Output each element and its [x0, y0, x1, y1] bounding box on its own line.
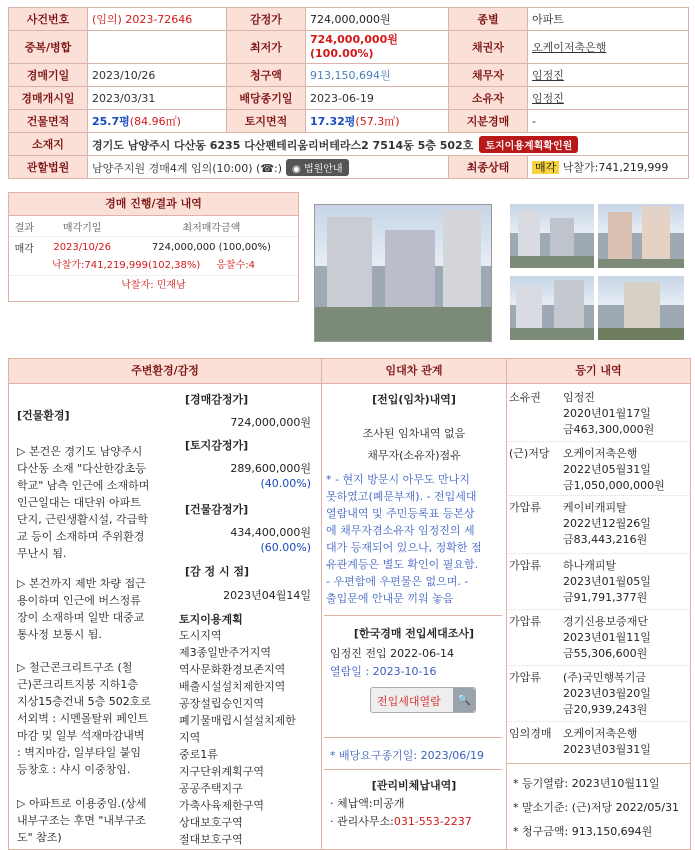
- lease-dividend: * 배당요구종기일: 2023/06/19: [330, 749, 484, 762]
- thumb-photo-2[interactable]: [598, 204, 684, 268]
- label-auction-date: 경매기일: [9, 64, 88, 87]
- registry-date: 2022년12월26일: [563, 517, 651, 530]
- plan-item: 배출시설설치제한지역: [179, 680, 286, 693]
- bldg-area: 25.7평(84.96㎡): [88, 110, 227, 133]
- progress-result: 매각: [9, 237, 40, 258]
- lease-note-line: 출입문에 안내문 끼워 놓음: [326, 592, 454, 605]
- label-owner: 소유자: [449, 87, 528, 110]
- env-text-line: ▷ 본건은 경기도 남양주시: [17, 445, 143, 458]
- phone-icon: (☎:): [256, 161, 283, 175]
- env-column: [9, 359, 321, 849]
- label-share: 지분경매: [449, 110, 528, 133]
- min-price: 724,000,000원 (100.00%): [306, 31, 449, 64]
- winner: 낙찰자: 민재남: [9, 275, 298, 296]
- main-photo[interactable]: [314, 204, 492, 342]
- case-info-table: [8, 7, 689, 179]
- env-title: 주변환경/감정: [9, 359, 321, 384]
- registry-amount: 금20,939,243원: [563, 703, 648, 716]
- bldg-pct: (60.00%): [260, 541, 311, 554]
- registry-name: 경기신용보증재단: [563, 615, 649, 628]
- point-label: [감 정 시 점]: [185, 565, 250, 578]
- registry-amount: 금1,050,000,000원: [563, 479, 665, 492]
- plan-item: 공공주택지구: [179, 782, 243, 795]
- land-value: 289,600,000원: [230, 462, 311, 475]
- lease-column: [322, 359, 506, 849]
- registry-amount: 금91,791,377원: [563, 591, 648, 604]
- lease-title: 임대차 관계: [322, 359, 506, 384]
- plan-item: 지역: [179, 731, 201, 744]
- env-text-line: 도" 참조): [17, 831, 62, 844]
- progress-title: 경매 진행/결과 내역: [9, 193, 298, 216]
- registry-name: 하나캐피탈: [563, 559, 617, 572]
- label-bldg-area: 건물면적: [9, 110, 88, 133]
- label-appraisal: 감정가: [227, 8, 306, 31]
- lease-note-line: 열람내역 및 주민등록표 등본상: [326, 507, 475, 520]
- court-guide-button[interactable]: ◉ 법원안내: [286, 159, 349, 176]
- env-text-line: 무난시 됨.: [17, 547, 67, 560]
- env-text-line: 내부구조는 후면 "내부구조: [17, 814, 146, 827]
- plan-item: 절대보호구역: [179, 833, 243, 846]
- survey-button[interactable]: 전입세대열람 🔍: [370, 687, 476, 713]
- land-label: [토지감정가]: [185, 439, 249, 452]
- plan-item: 폐기물매립시설설치제한: [179, 714, 296, 727]
- plan-item: 도시지역: [179, 629, 222, 642]
- survey-title: [한국경매 전입세대조사]: [353, 627, 475, 640]
- lease-sub: [전입(임차)내역]: [372, 393, 456, 406]
- registry-name: 오케이저축은행: [563, 447, 638, 460]
- claim-value: 913,150,694원: [306, 64, 449, 87]
- land-area: 17.32평(57.3㎡): [306, 110, 449, 133]
- survey-line-1: 임정진 전입 2022-06-14: [330, 647, 455, 660]
- appraisal-value: 724,000,000원: [306, 8, 449, 31]
- env-text-line: ▷ 아파트로 이용중임.(상세: [17, 797, 147, 810]
- case-no: (임의) 2023-72646: [88, 8, 227, 31]
- registry-footer-3: * 청구금액: 913,150,694원: [513, 825, 653, 838]
- owner-link[interactable]: 임정진: [532, 92, 564, 105]
- bldg-label: [건물감정가]: [185, 503, 249, 516]
- env-text-line: 장이 소재하며 일반 대중교: [17, 611, 145, 624]
- registry-date: 2023년03월31일: [563, 743, 651, 756]
- lease-note-line: 못하였고(폐문부재). - 전입세대: [326, 490, 477, 503]
- label-claim: 청구액: [227, 64, 306, 87]
- label-dup: 중복/병합: [9, 31, 88, 64]
- creditor-link[interactable]: 오케이저축은행: [532, 41, 607, 54]
- lease-note-line: 대가 등재되어 있으나, 정확한 점: [326, 541, 482, 554]
- label-min: 최저가: [227, 31, 306, 64]
- final-badge: 매각: [532, 161, 559, 174]
- env-text-line: ▷ 철근콘크리트구조 (철: [17, 661, 133, 674]
- registry-column: [507, 359, 690, 849]
- env-text-line: 통사정 보통시 됨.: [17, 628, 102, 641]
- ap-label: [경매감정가]: [185, 393, 249, 406]
- plan-item: 제3종일반주거지역: [179, 646, 272, 659]
- ap-value: 724,000,000원: [230, 416, 311, 429]
- plan-item: 중로1류: [179, 748, 218, 761]
- label-start: 경매개시일: [9, 87, 88, 110]
- env-text-line: 단지, 근린생활시설, 각급학: [17, 513, 148, 526]
- court: 남양주지원 경매4계 임의(10:00) (☎:) ◉ 법원안내: [88, 156, 449, 179]
- registry-date: 2023년01월11일: [563, 631, 651, 644]
- plan-item: 가축사육제한구역: [179, 799, 265, 812]
- survey-line-2: 열람일 : 2023-10-16: [330, 665, 437, 678]
- registry-type: 가압류: [509, 615, 541, 628]
- registry-name: 케이비캐피탈: [563, 501, 627, 514]
- registry-type: 소유권: [509, 391, 541, 404]
- auction-date: 2023/10/26: [88, 64, 227, 87]
- label-court: 관할법원: [9, 156, 88, 179]
- env-text-line: 다산동 소재 "다산한강초등: [17, 462, 146, 475]
- registry-amount: 금55,306,600원: [563, 647, 648, 660]
- label-addr: 소재지: [9, 133, 88, 156]
- env-text-line: 근)콘크리트지붕 지하1층: [17, 678, 139, 691]
- env-text-line: 등창호 : 샤시 이중창임.: [17, 763, 131, 776]
- label-type: 종별: [449, 8, 528, 31]
- final-status: 매각 낙찰가:741,219,999: [528, 156, 689, 179]
- lease-occ: 채무자(소유자)점유: [367, 449, 461, 462]
- env-text-line: 학교" 남측 인근에 소재하며: [17, 479, 150, 492]
- registry-type: 가압류: [509, 559, 541, 572]
- lease-note-line: 유관계등은 별도 확인이 필요함.: [326, 558, 479, 571]
- registry-name: 오케이저축은행: [563, 727, 638, 740]
- env-text-line: ▷ 본건까지 제반 차량 접근: [17, 577, 146, 590]
- env-text-line: 마감 및 일부 석재마감내벽: [17, 729, 145, 742]
- dividend-date: 2023-06-19: [306, 87, 449, 110]
- lease-note-line: * - 현지 방문시 아무도 만나지: [326, 473, 470, 486]
- mgmt-line-1: · 체납액:미공개: [330, 797, 405, 810]
- bid-line: 낙찰가:741,219,999(102,38%) 응찰수:4: [52, 260, 255, 271]
- debtor-link[interactable]: 임정진: [532, 69, 564, 82]
- plan-item: 지구단위계획구역: [179, 765, 265, 778]
- env-text-line: 인근일대는 대단위 아파트: [17, 496, 141, 509]
- dup-value: [88, 31, 227, 64]
- registry-type: 임의경매: [509, 727, 552, 740]
- registry-type: 가압류: [509, 671, 541, 684]
- label-final: 최종상태: [449, 156, 528, 179]
- point-value: 2023년04월14일: [223, 589, 311, 602]
- type-value: 아파트: [528, 8, 689, 31]
- mgmt-title: [관리비체납내역]: [371, 779, 457, 792]
- progress-header: 매각기일: [62, 222, 102, 234]
- env-text-line: : 벽지마감, 일부타일 붙임: [17, 746, 141, 759]
- thumb-photo-4[interactable]: [598, 276, 684, 340]
- share-value: -: [528, 110, 689, 133]
- progress-date: 2023/10/26: [40, 237, 125, 258]
- registry-footer-1: * 등기열람: 2023년10월11일: [513, 777, 660, 790]
- registry-type: 가압류: [509, 501, 541, 514]
- registry-name: 임정진: [563, 391, 595, 404]
- registry-date: 2023년03월20일: [563, 687, 651, 700]
- info-icon: ◉: [292, 163, 304, 175]
- details-section: [8, 358, 691, 850]
- plan-label: 토지이용계획: [179, 613, 243, 626]
- lease-none: 조사된 임차내역 없음: [362, 427, 466, 440]
- plan-item: 상대보호구역: [179, 816, 243, 829]
- env-building-label: [건물환경]: [17, 409, 70, 422]
- progress-box: [8, 192, 299, 302]
- label-land-area: 토지면적: [227, 110, 306, 133]
- registry-footer-2: * 말소기준: (근)저당 2022/05/31: [513, 801, 680, 814]
- progress-header: 결과: [14, 222, 34, 234]
- address: 경기도 남양주시 다산동 6235 다산펜테리움리버테라스2 7514동 5층 502호 토지이용계획확인원: [88, 133, 689, 156]
- plan-item: 역사문화환경보존지역: [179, 663, 286, 676]
- progress-price: 724,000,000 (100,00%): [125, 237, 298, 258]
- registry-title: 등기 내역: [507, 359, 690, 384]
- land-plan-button[interactable]: 토지이용계획확인원: [479, 136, 578, 153]
- plan-item: 공장설립승인지역: [179, 697, 265, 710]
- progress-header: 최저매각금액: [182, 222, 241, 234]
- env-text-line: 용이하며 인근에 버스정류: [17, 594, 141, 607]
- start-date: 2023/03/31: [88, 87, 227, 110]
- thumb-photo-1[interactable]: [510, 204, 594, 268]
- registry-type: (근)저당: [509, 447, 550, 460]
- registry-date: 2023년01월05일: [563, 575, 651, 588]
- thumb-photo-3[interactable]: [510, 276, 594, 340]
- bldg-value: 434,400,000원: [230, 526, 311, 539]
- env-text-line: 지상15층건내 5층 502호로: [17, 695, 151, 708]
- label-creditor: 채권자: [449, 31, 528, 64]
- env-text-line: 서외벽 : 시멘몰탈위 페인트: [17, 712, 149, 725]
- lease-note-line: - 우편함에 우편물은 없으며. -: [326, 575, 469, 588]
- registry-date: 2020년01월17일: [563, 407, 651, 420]
- search-icon: 🔍: [453, 688, 475, 712]
- label-dividend: 배당종기일: [227, 87, 306, 110]
- registry-date: 2022년05월31일: [563, 463, 651, 476]
- registry-amount: 금463,300,000원: [563, 423, 655, 436]
- land-pct: (40.00%): [260, 477, 311, 490]
- label-debtor: 채무자: [449, 64, 528, 87]
- label-case-no: 사건번호: [9, 8, 88, 31]
- lease-note-line: 에 채무자겸소유자 임정진의 세: [326, 524, 475, 537]
- registry-name: (주)국민행복기금: [563, 671, 646, 684]
- registry-amount: 금83,443,216원: [563, 533, 648, 546]
- env-text-line: 교 등이 소재하며 주위환경: [17, 530, 145, 543]
- mgmt-line-2: · 관리사무소:031-553-2237: [330, 815, 472, 828]
